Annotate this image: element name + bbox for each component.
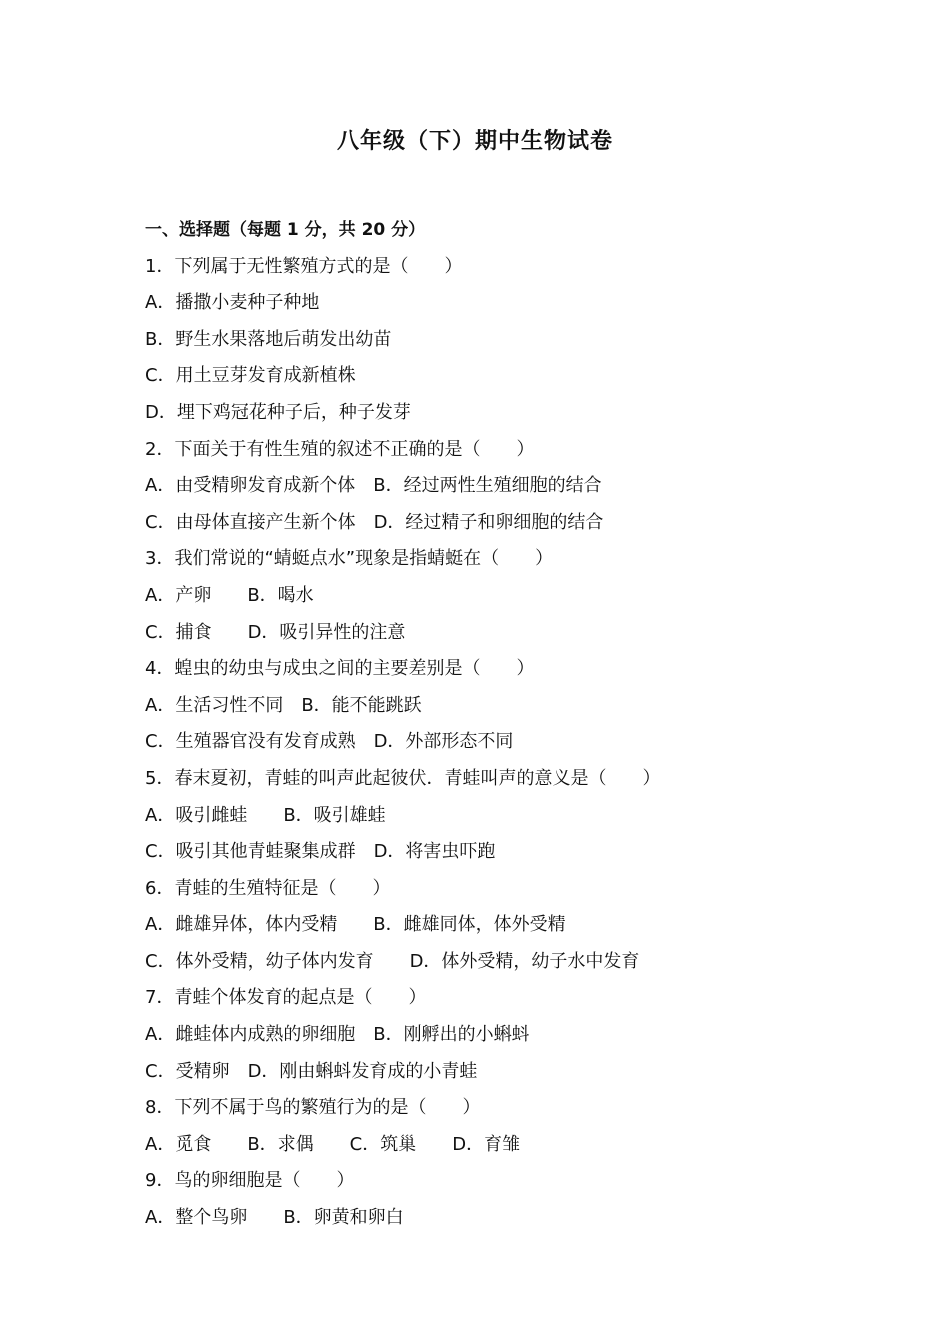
question-1-option-a: A．播撒小麦种子种地 (145, 292, 320, 314)
question-2-options-ab: A．由受精卵发育成新个体 B．经过两性生殖细胞的结合 (145, 475, 602, 497)
question-7-options-ab: A．雌蛙体内成熟的卵细胞 B．刚孵出的小蝌蚪 (145, 1024, 530, 1046)
question-7-stem: 7．青蛙个体发育的起点是（ ） (145, 987, 427, 1009)
question-5-options-cd: C．吸引其他青蛙聚集成群 D．将害虫吓跑 (145, 841, 496, 863)
question-4-options-cd: C．生殖器官没有发育成熟 D．外部形态不同 (145, 731, 514, 753)
question-8-options: A．觅食 B．求偶 C．筑巢 D．育雏 (145, 1133, 521, 1155)
question-3-options-cd: C．捕食 D．吸引异性的注意 (145, 621, 406, 643)
question-1-option-b: B．野生水果落地后萌发出幼苗 (145, 328, 392, 350)
question-8-stem: 8．下列不属于鸟的繁殖行为的是（ ） (145, 1097, 481, 1119)
question-4-options-ab: A．生活习性不同 B．能不能跳跃 (145, 694, 422, 716)
question-9-stem: 9．鸟的卵细胞是（ ） (145, 1170, 355, 1192)
question-6-options-cd: C．体外受精，幼子体内发育 D．体外受精，幼子水中发育 (145, 950, 640, 972)
question-6-stem: 6．青蛙的生殖特征是（ ） (145, 877, 391, 899)
question-5-stem: 5．春末夏初，青蛙的叫声此起彼伏．青蛙叫声的意义是（ ） (145, 767, 661, 789)
section-heading: 一、选择题（每题 1 分，共 20 分） (145, 220, 426, 240)
question-3-options-ab: A．产卵 B．喝水 (145, 584, 314, 606)
question-5-options-ab: A．吸引雌蛙 B．吸引雄蛙 (145, 804, 386, 826)
question-list (145, 212, 845, 1237)
question-2-stem: 2．下面关于有性生殖的叙述不正确的是（ ） (145, 438, 535, 460)
question-9-options-ab: A．整个鸟卵 B．卵黄和卵白 (145, 1207, 404, 1229)
question-1-option-d: D．埋下鸡冠花种子后，种子发芽 (145, 401, 411, 423)
question-1-option-c: C．用土豆芽发育成新植株 (145, 365, 356, 387)
question-7-options-cd: C．受精卵 D．刚由蝌蚪发育成的小青蛙 (145, 1060, 478, 1082)
question-1-stem: 1．下列属于无性繁殖方式的是（ ） (145, 255, 463, 277)
question-6-options-ab: A．雌雄异体，体内受精 B．雌雄同体，体外受精 (145, 914, 566, 936)
question-3-stem: 3．我们常说的“蜻蜓点水”现象是指蜻蜓在（ ） (145, 548, 554, 570)
page-title: 八年级（下）期中生物试卷 (336, 129, 613, 154)
question-2-options-cd: C．由母体直接产生新个体 D．经过精子和卵细胞的结合 (145, 511, 604, 533)
question-4-stem: 4．蝗虫的幼虫与成虫之间的主要差别是（ ） (145, 658, 535, 680)
